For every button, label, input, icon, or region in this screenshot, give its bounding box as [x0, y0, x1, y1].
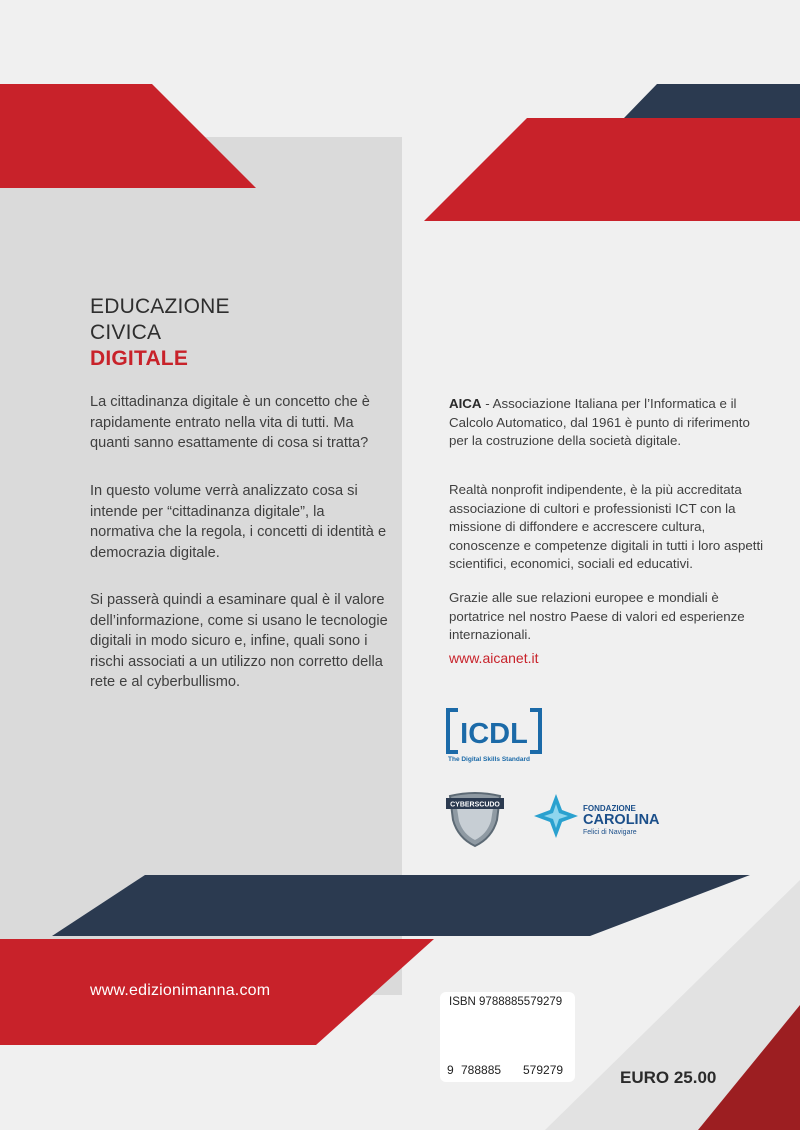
price-label: EURO 25.00 — [620, 1068, 717, 1087]
carolina-name: CAROLINA — [583, 812, 660, 828]
title-line-3: DIGITALE — [90, 347, 189, 370]
aica-paragraph-1 — [449, 395, 769, 451]
top-left-red-band — [0, 84, 256, 188]
icdl-tagline: The Digital Skills Standard — [448, 756, 530, 763]
top-right-navy-band — [624, 84, 800, 118]
cyberscudo-logo — [446, 793, 504, 846]
aica-website-link[interactable]: www.aicanet.it — [449, 650, 539, 666]
isbn-label: ISBN 9788885579279 — [449, 996, 563, 1008]
blurb-paragraph-1: La cittadinanza digitale è un concetto che è rapidamente entrato nella vita di tutti. Ma quanti sanno esattamente di cosa si tratta? — [90, 394, 370, 451]
aica-paragraph-2: Realtà nonprofit indipendente, è la più accreditata associazione di cultori e professionisti ICT con la missione di diffondere e accrescere cultura, conoscenze e competenze digitali in tutti i loro aspetti scientifici, economici, sociali ed educativi. — [449, 482, 764, 572]
barcode-digits-right: 579279 — [523, 1063, 564, 1077]
barcode-digit-prefix: 9 — [447, 1063, 454, 1077]
publisher-website-link[interactable]: www.edizionimanna.com — [90, 982, 271, 999]
barcode-digits-left: 788885 — [461, 1063, 502, 1077]
book-title — [90, 294, 230, 372]
gray-panel — [0, 137, 402, 995]
carolina-star-emblem — [534, 794, 578, 838]
blurb-paragraph-2: In questo volume verrà analizzato cosa si intende per “cittadinanza digitale”, la normativa che la regola, i concetti di identità e democrazia digitale. — [90, 483, 387, 561]
icdl-logo-text: ICDL — [460, 718, 528, 750]
title-line-1: EDUCAZIONE — [90, 295, 230, 318]
blurb-paragraph-3: Si passerà quindi a esaminare qual è il valore dell’informazione, come si usano le tecnologie digitali in modo sicuro e, infine, quali sono i rischi associati a un utilizzo non corretto della rete e al cyberbullismo. — [90, 592, 388, 690]
aica-name: AICA — [449, 396, 482, 411]
top-right-red-band — [424, 118, 800, 221]
aica-paragraph-3: Grazie alle sue relazioni europee e mondiali è portatrice nel nostro Paese di valori ed esperienze internazionali. — [449, 590, 745, 643]
title-line-2: CIVICA — [90, 321, 162, 344]
bottom-navy-band — [52, 875, 750, 936]
carolina-foundation-label: FONDAZIONE — [583, 804, 636, 813]
carolina-tagline: Felici di Navigare — [583, 829, 637, 836]
icdl-logo — [448, 710, 540, 752]
cyberscudo-logo-text: CYBERSCUDO — [450, 801, 500, 809]
aica-description: - Associazione Italiana per l’Informatica e il Calcolo Automatico, dal 1961 è punto di riferimento per la costruzione della società digitale. — [449, 396, 750, 449]
